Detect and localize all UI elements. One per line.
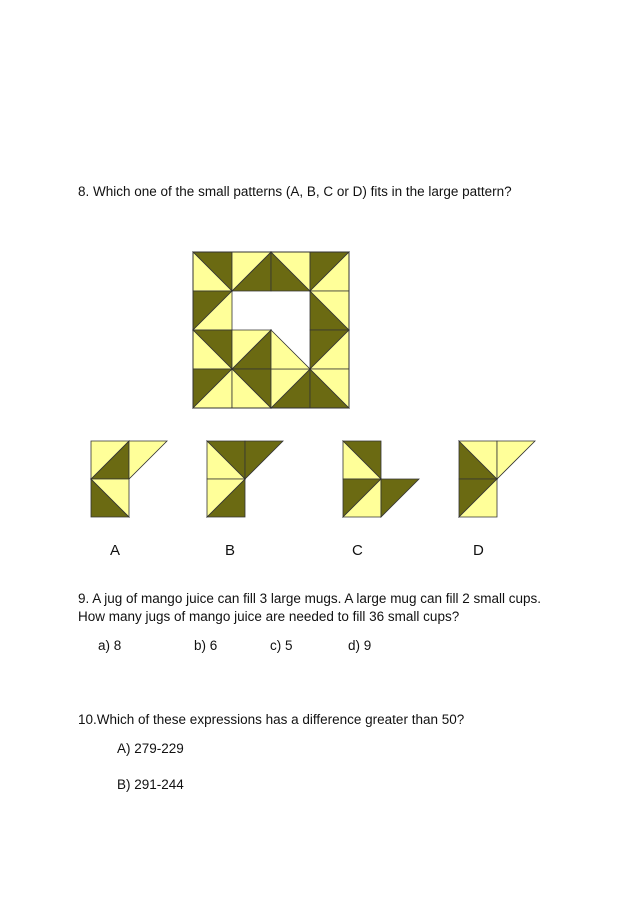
question-9-line-1: 9. A jug of mango juice can fill 3 large mugs. A large mug can fill 2 small cups. (78, 591, 541, 606)
option-a-label: A (110, 542, 121, 559)
q10-option-a: A) 279-229 (117, 741, 184, 756)
q9-option-d: d) 9 (348, 638, 372, 653)
question-10-text: 10.Which of these expressions has a difference greater than 50? (78, 712, 465, 727)
option-d-label: D (473, 542, 484, 559)
option-d-figure (458, 440, 538, 520)
dark-triangle (245, 441, 283, 479)
option-c-figure (342, 440, 422, 520)
dark-triangle (381, 479, 419, 517)
light-triangle (271, 330, 310, 369)
option-c-label: C (352, 542, 363, 559)
light-triangle (497, 441, 535, 479)
q10-option-b: B) 291-244 (117, 777, 184, 792)
option-a-figure (90, 440, 170, 520)
large-pattern-figure (192, 251, 352, 411)
q9-option-b: b) 6 (194, 638, 218, 653)
question-9-line-2: How many jugs of mango juice are needed to fill 36 small cups? (78, 609, 460, 624)
q9-option-a: a) 8 (98, 638, 122, 653)
option-b-label: B (225, 542, 236, 559)
question-8-text: 8. Which one of the small patterns (A, B, C or D) fits in the large pattern? (78, 184, 512, 199)
q9-option-c: c) 5 (270, 638, 293, 653)
option-b-figure (206, 440, 286, 520)
light-triangle (129, 441, 167, 479)
